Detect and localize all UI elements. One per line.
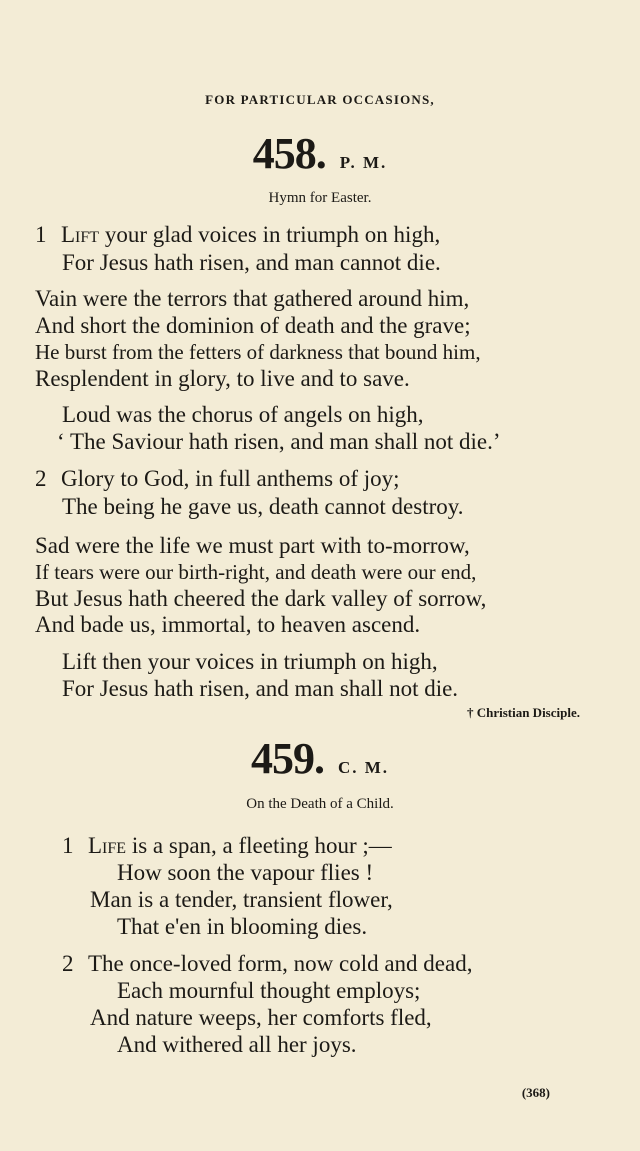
verse-line: For Jesus hath risen, and man cannot die.: [62, 250, 441, 275]
verse-line: [0, 466, 640, 492]
verse-line: Lift then your voices in triumph on high,: [62, 649, 438, 674]
hymn-459-heading: [0, 733, 640, 784]
hymn-meter: C. M.: [337, 758, 390, 777]
verse-number: 1: [62, 833, 74, 858]
hymn-meter: P. M.: [339, 153, 388, 172]
verse-line: Vain were the terrors that gathered around him,: [35, 286, 470, 311]
hymn-title: Hymn for Easter.: [268, 190, 372, 206]
verse-line: [0, 222, 640, 248]
verse-text: The once-loved form, now cold and dead,: [88, 951, 473, 976]
drop-word: Lift: [61, 222, 100, 247]
verse-line: Resplendent in glory, to live and to save.: [35, 366, 410, 391]
verse-line: ‘ The Saviour hath risen, and man shall not die.’: [57, 429, 501, 454]
verse-line: And short the dominion of death and the grave;: [35, 313, 471, 338]
verse-line: Each mournful thought employs;: [117, 978, 421, 1003]
attribution: † Christian Disciple.: [466, 705, 580, 720]
verse-line: Loud was the chorus of angels on high,: [62, 402, 424, 427]
verse-number: 2: [35, 466, 47, 491]
verse-line: And nature weeps, her comforts fled,: [90, 1005, 432, 1030]
verse-line: But Jesus hath cheered the dark valley of sorrow,: [35, 586, 487, 611]
verse-text: your glad voices in triumph on high,: [99, 222, 441, 247]
verse-line: Sad were the life we must part with to-morrow,: [35, 533, 470, 558]
verse-line: The being he gave us, death cannot destroy.: [62, 494, 464, 519]
verse-line: And bade us, immortal, to heaven ascend.: [35, 612, 421, 637]
verse-line: And withered all her joys.: [117, 1032, 357, 1057]
hymn-458-heading: [0, 128, 640, 179]
running-head: FOR PARTICULAR OCCASIONS,: [205, 92, 435, 107]
verse-line: He burst from the fetters of darkness that bound him,: [35, 340, 481, 364]
drop-word: Life: [88, 833, 127, 858]
page-number: (368): [521, 1085, 550, 1100]
verse-text: Glory to God, in full anthems of joy;: [61, 466, 400, 491]
verse-line: That e'en in blooming dies.: [117, 914, 368, 939]
verse-text: is a span, a fleeting hour ;—: [126, 833, 392, 858]
hymn-title: On the Death of a Child.: [246, 796, 394, 812]
verse-line: Man is a tender, transient flower,: [90, 887, 393, 912]
verse-line: [0, 833, 640, 859]
verse-line: [0, 951, 640, 977]
verse-line: For Jesus hath risen, and man shall not die.: [62, 676, 459, 701]
verse-number: 1: [35, 222, 47, 247]
verse-line: How soon the vapour flies !: [117, 860, 374, 885]
hymn-number: 458.: [252, 129, 326, 178]
hymn-number: 459.: [250, 734, 324, 783]
verse-number: 2: [62, 951, 74, 976]
verse-line: If tears were our birth-right, and death were our end,: [35, 560, 477, 584]
